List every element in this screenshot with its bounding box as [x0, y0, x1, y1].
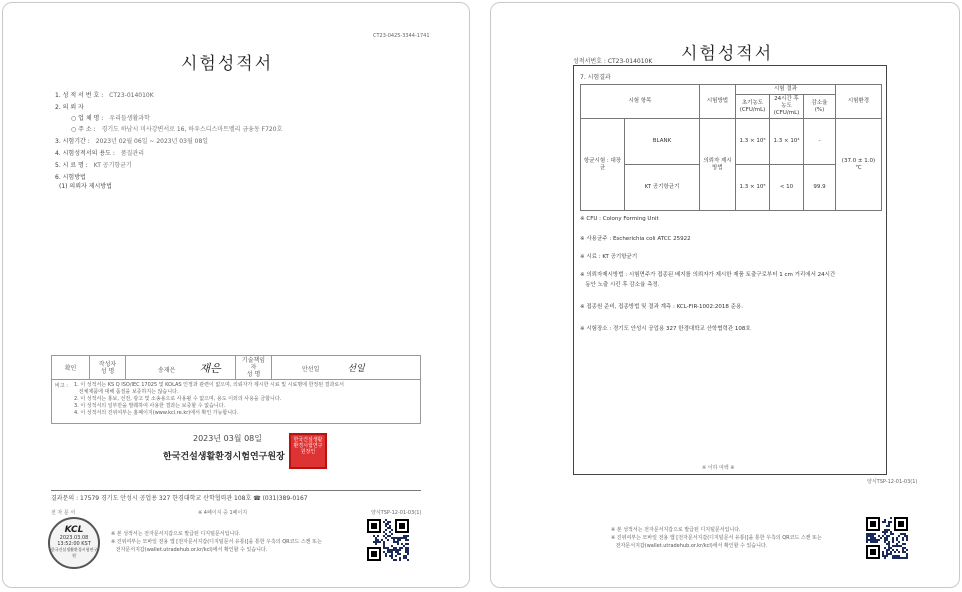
row-blank-initial: 1.3 × 10⁵ [736, 119, 770, 165]
tech-signature: 선일 [347, 364, 365, 374]
form-code-2: 양식TSP-12-01-03(1) [867, 479, 918, 485]
bullet-item: ※ CFU : Colony Forming Unit [580, 216, 659, 222]
field-row [55, 90, 154, 99]
row-kt-reduction: 99.9 [804, 165, 836, 211]
footer-note-line: 전자문서지갑(wallet.utradehub.or.kr/kcl)에서 확인할 수 있습니다. [111, 547, 268, 553]
row-blank-after: 1.3 × 10⁴ [770, 119, 804, 165]
notes-list [74, 382, 344, 417]
electronic-doc-stamp [48, 517, 100, 569]
notes-box [51, 380, 421, 424]
tech-name: 안선일 [302, 366, 320, 373]
field-row [55, 148, 144, 157]
field-row [55, 136, 208, 145]
row-blank-sample: BLANK [625, 119, 700, 165]
field-row [59, 181, 118, 190]
qr-code-icon[interactable] [367, 519, 409, 561]
field-label: 3. 시험기간 : [55, 138, 90, 145]
report-number: 성적서번호 : CT23-014010K [573, 58, 653, 65]
writer-signature: 재은 [199, 361, 221, 375]
tech-name-cell [272, 356, 421, 380]
field-label: ○ 주 소 : [71, 126, 96, 133]
field-row [71, 113, 150, 122]
stamp-ring-text: 한국건설생활환경시험연구원 [50, 547, 98, 558]
row-kt-sample: KT 공기항균기 [625, 165, 700, 211]
results-table [580, 84, 882, 211]
note-line: 전체제품에 대해 품질을 보증하지는 않습니다. [74, 389, 179, 395]
stamp-date: 2023.03.08 [59, 535, 89, 541]
field-value: 경기도 하남시 미사강변서로 16, 하우스디스마트밸리 금융동 F720호 [101, 126, 283, 133]
stamp-logo: KCL [64, 525, 84, 535]
page-title-2: 시험성적서 [681, 44, 774, 64]
field-row [55, 172, 92, 181]
tech-name-label: 성 명 [246, 371, 261, 378]
tech-role-cell [236, 356, 272, 380]
writer-name: 송재은 [158, 366, 176, 374]
bullet-item: ※ 시료 : KT 공기항균기 [580, 254, 638, 260]
field-value: 2023년 02월 06일 ~ 2023년 03월 08일 [95, 138, 209, 145]
doc-code: CT23-0425-3344-1741 [373, 33, 430, 39]
issuer-name: 한국건설생활환경시험연구원장 [163, 452, 285, 462]
footer-notes [111, 530, 322, 554]
field-value: 품질관리 [120, 150, 145, 157]
writer-name-cell [126, 356, 236, 380]
footer-note-line: ※ 진위여부는 모바일 전용 앱 [전자문서지갑(디지털문서 유통)]을 통한 우측의 QR코드 스캔 또는 [611, 535, 822, 541]
tech-role: 기술책임자 [241, 357, 266, 371]
row-blank-reduction: - [804, 119, 836, 165]
row-kt-after: < 10 [770, 165, 804, 211]
end-note: ※ 이하 여백 ※ [702, 465, 735, 471]
field-label: 4. 시험성적서의 용도 : [55, 150, 115, 157]
field-value: KT 공기항균기 [93, 162, 132, 169]
bullet-item: ※ 시험장소 : 경기도 안성시 공업용 327 한경대학교 산학협력관 108호 [580, 326, 751, 332]
field-label: 2. 의 뢰 자 [55, 104, 84, 111]
electronic-doc-label: 전 자 문 서 [51, 510, 76, 516]
qr-code-icon[interactable] [866, 517, 908, 559]
notes-label: 비고 : [55, 383, 68, 389]
field-value: 우리들생활과학 [109, 115, 150, 122]
env-value: (37.0 ± 1.0) ℃ [836, 119, 882, 211]
certificate-page-2 [490, 2, 960, 588]
section-title: 7. 시험결과 [580, 74, 611, 81]
note-line: 4. 이 성적서의 진위여부는 홈페이지(www.kcl.re.kr)에서 확인 가능합니다. [74, 410, 239, 416]
method-value: 의뢰자 제시방법 [700, 119, 736, 211]
bullet-item: ※ 사용균주 : Escherichia coli ATCC 25922 [580, 236, 691, 242]
form-code: 양식TSP-12-01-03(1) [371, 510, 422, 516]
footer-note-line: 전자문서지갑(wallet.utradehub.or.kr/kcl)에서 확인할 수 있습니다. [611, 543, 768, 549]
row-kt-initial: 1.3 × 10⁵ [736, 165, 770, 211]
writer-role-cell [90, 356, 126, 380]
divider [51, 490, 421, 491]
group-label: 항균시험 : 대장균 [581, 119, 625, 211]
footer-notes-2 [611, 526, 822, 550]
header-reduction: 감소율 (%) [804, 95, 836, 119]
note-line: 2. 이 성적서는 홍보, 선전, 광고 및 소송용으로 사용될 수 없으며, 용도 이외의 사용을 금합니다. [74, 396, 282, 402]
footer-note-line: ※ 본 성적서는 전자문서지갑으로 발급된 디지털문서입니다. [611, 527, 741, 533]
field-label: ○ 업 체 명 : [71, 115, 104, 122]
header-after24: 24시간 후 농도 (CFU/mL) [770, 95, 804, 119]
field-row [55, 160, 132, 169]
official-seal: 한국건설생활환경시험연구원장인 [289, 433, 327, 469]
bullet-item: ※ 의뢰자제시방법 : 시험면주가 접종된 배지를 의뢰자가 제시한 제품 토출구로부터 1 cm 거리에서 24시간 [580, 272, 836, 278]
bullet-item: ※ 접종원 준비, 접종방법 및 결과 계측 : KCL-FIR-1002:2018 준용. [580, 304, 744, 310]
signature-table [51, 355, 421, 380]
note-line: 3. 이 성적서의 일부만을 발췌하여 사용한 결과는 보증할 수 없습니다. [74, 403, 226, 409]
field-row [71, 124, 282, 133]
header-item: 시험 항목 [581, 85, 700, 119]
writer-name-label: 성 명 [100, 367, 115, 375]
field-label: 6. 시험방법 [55, 174, 86, 181]
header-initial: 초기농도 (CFU/mL) [736, 95, 770, 119]
header-result: 시험 결과 [736, 85, 836, 95]
certificate-page-1 [2, 2, 470, 588]
footer-note-line: ※ 본 성적서는 전자문서지갑으로 발급된 디지털문서입니다. [111, 531, 241, 537]
content-frame [573, 65, 887, 475]
stamp-time: 13:52:00 KST [57, 541, 91, 547]
contact-line: 결과문의 : 17579 경기도 안성시 공업용 327 한경대학교 산학협력관 108호 ☎ (031)389-0167 [51, 495, 308, 502]
field-label: (1) 의뢰자 제시방법 [59, 183, 112, 190]
writer-role: 작성자 [98, 360, 117, 368]
bullet-item: 동안 노출 시킨 후 감소율 측정. [580, 282, 660, 288]
field-label: 5. 시 료 명 : [55, 162, 88, 169]
field-value: CT23-014010K [109, 92, 154, 99]
note-line: 1. 이 성적서는 KS Q ISO/IEC 17025 및 KOLAS 인정과 관련이 없으며, 의뢰자가 제시한 시료 및 시료명에 한정된 결과로서 [74, 382, 344, 388]
field-label: 1. 성 적 서 번 호 : [55, 92, 104, 99]
confirm-cell: 확인 [52, 356, 90, 380]
footer-note-line: ※ 진위여부는 모바일 전용 앱 [전자문서지갑(디지털문서 유통)]을 통한 우측의 QR코드 스캔 또는 [111, 539, 322, 545]
issue-date: 2023년 03월 08일 [193, 434, 262, 443]
header-env: 시험환경 [836, 85, 882, 119]
header-method: 시험방법 [700, 85, 736, 119]
page-label: ※ 4페이지 중 1페이지 [198, 510, 248, 516]
page-title: 시험성적서 [181, 54, 274, 74]
field-row [55, 102, 90, 111]
